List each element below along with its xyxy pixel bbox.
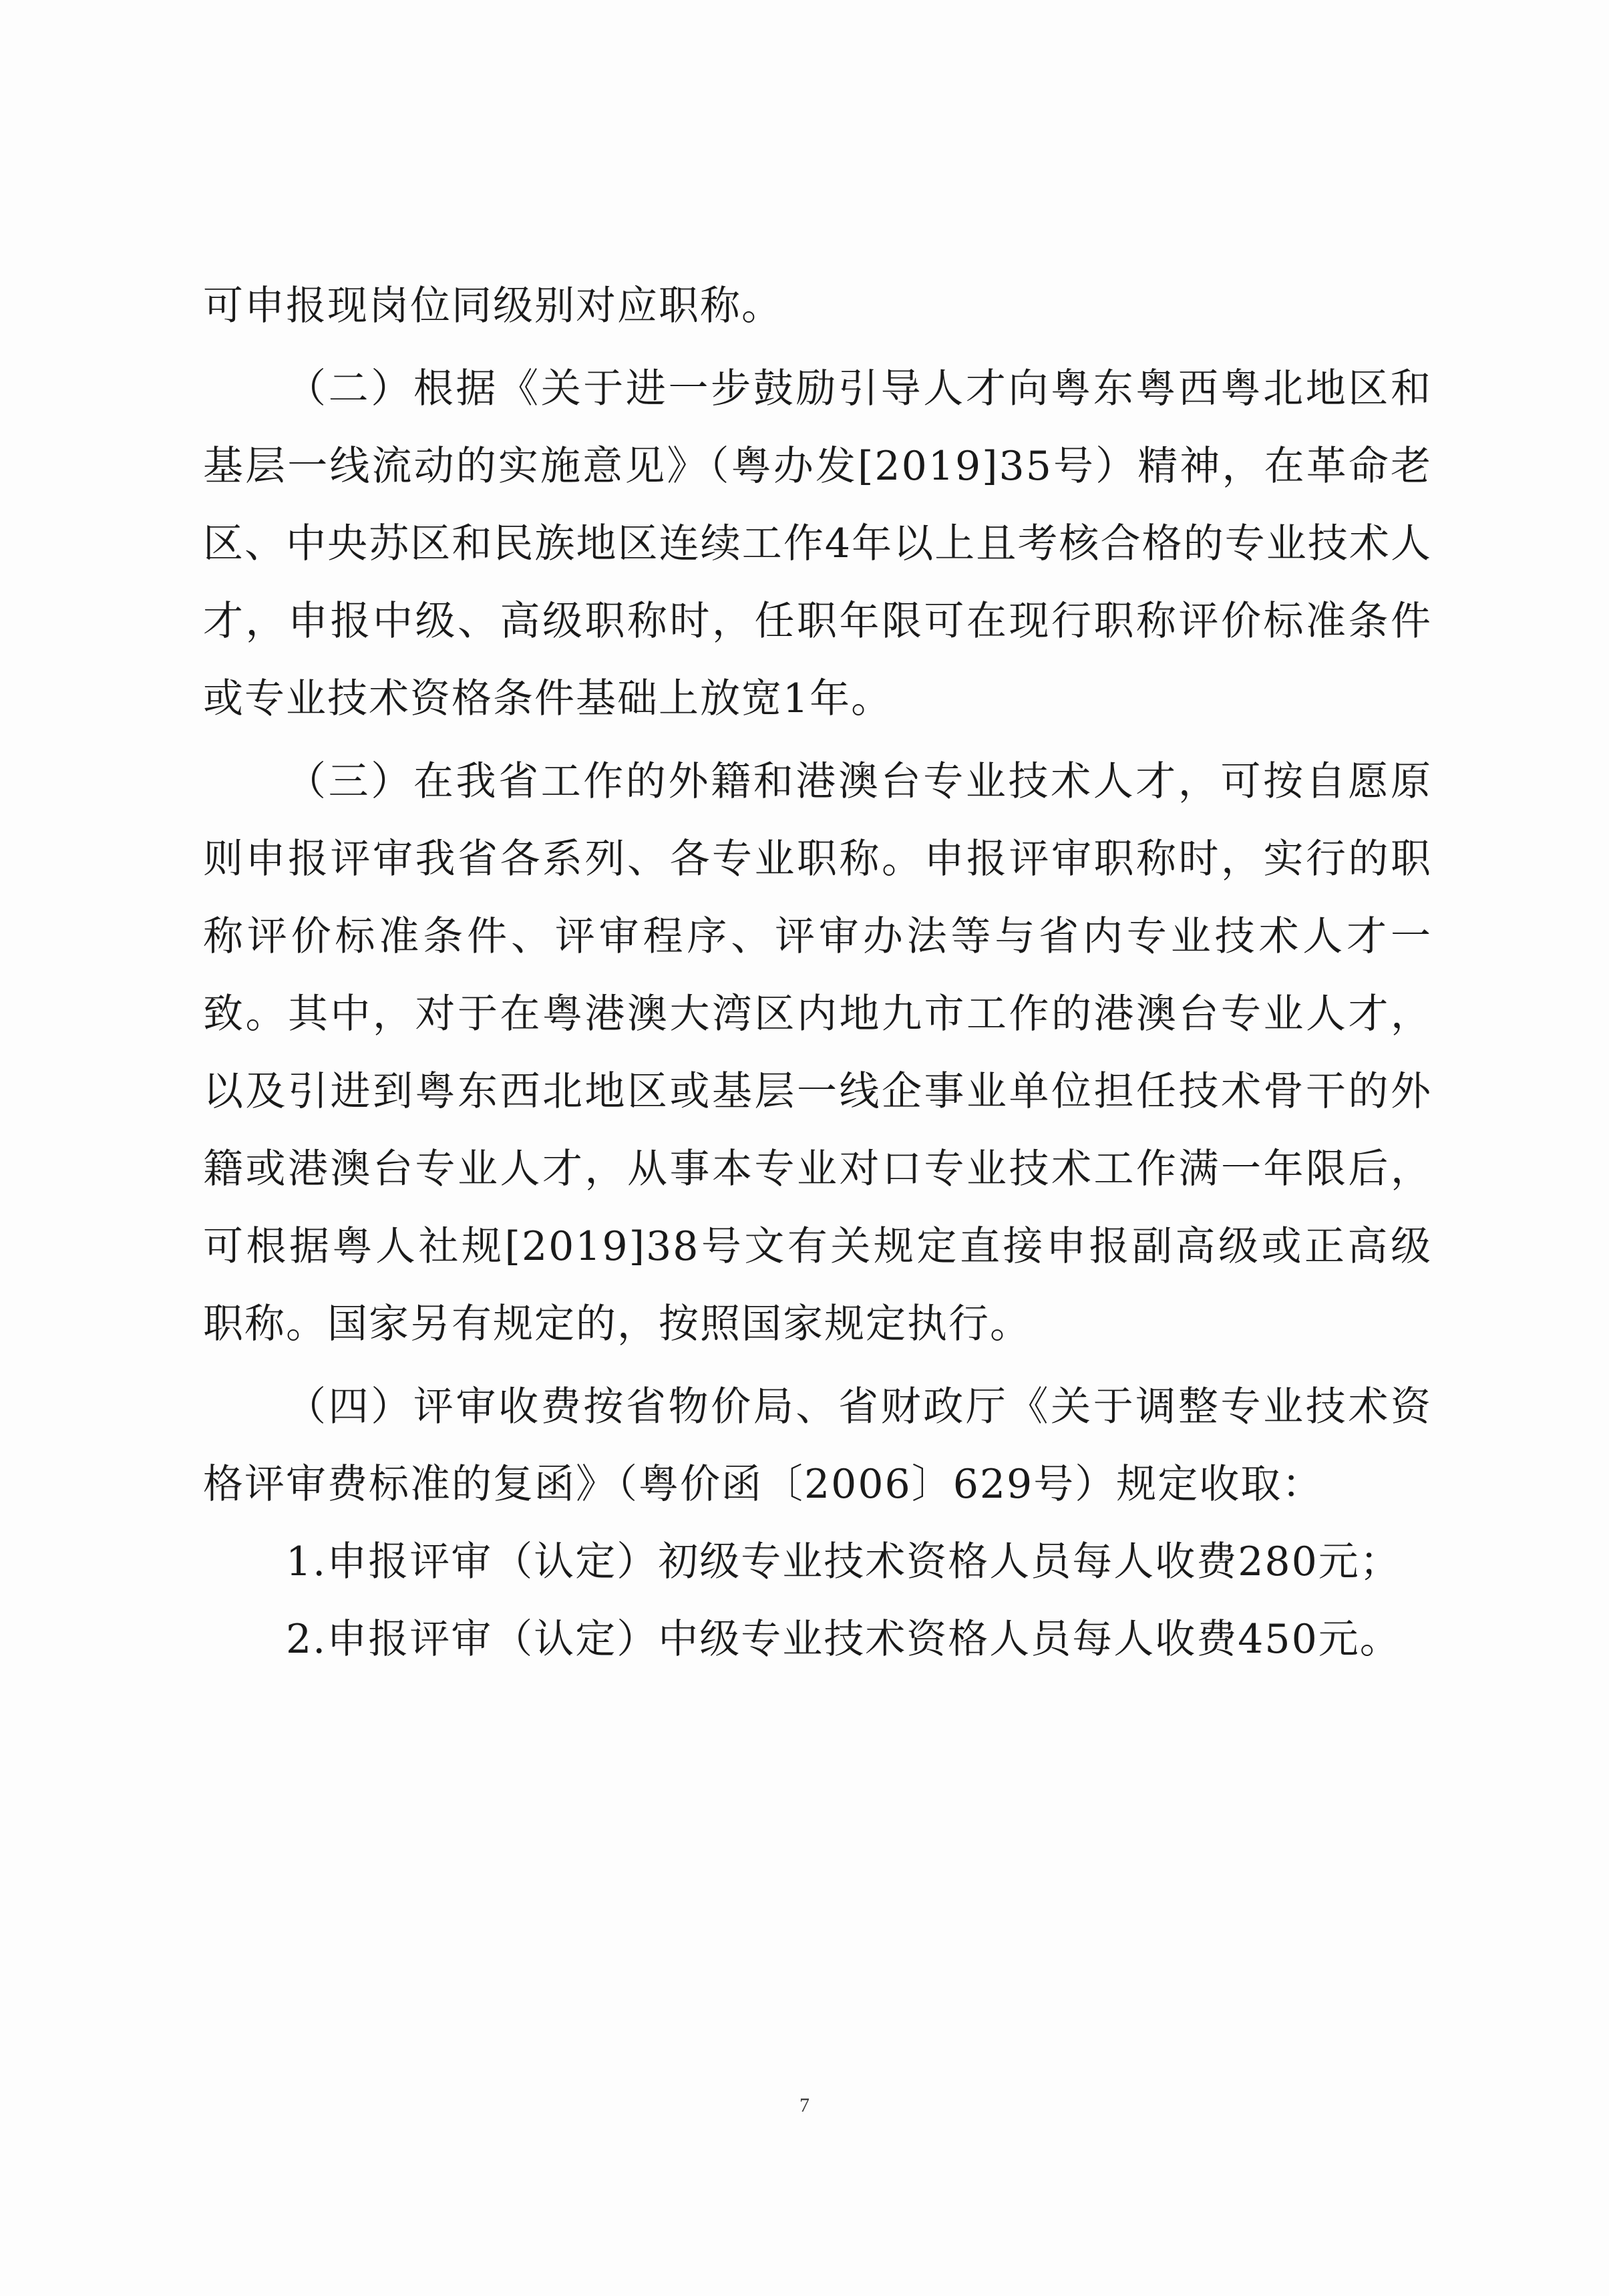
paragraph-item-4: （四）评审收费按省物价局、省财政厅《关于调整专业技术资格评审费标准的复函》（粤价函〔2006〕629号）规定收取： [203, 1383, 1432, 1508]
fee-item-1: 1.申报评审（认定）初级专业技术资格人员每人收费280元； [286, 1538, 1401, 1585]
fee-item-2: 2.申报评审（认定）中级专业技术资格人员每人收费450元。 [286, 1616, 1401, 1663]
paragraph-item-3: （三）在我省工作的外籍和港澳台专业技术人才，可按自愿原则申报评审我省各系列、各专业职称。申报评审职称时，实行的职称评价标准条件、评审程序、评审办法等与省内专业技术人才一致。其中，对于在粤港澳大湾区内地九市工作的港澳台专业人才，以及引进到粤东西北地区或基层一线企事业单位担任技术骨干的外籍或港澳台专业人才，从事本专业对口专业技术工作满一年限后，可根据粤人社规[2019]38号文有关规定直接申报副高级或正高级职称。国家另有规定的，按照国家规定执行。 [203, 758, 1432, 1347]
page-number: 7 [799, 2094, 810, 2116]
paragraph-item-2: （二）根据《关于进一步鼓励引导人才向粤东粤西粤北地区和基层一线流动的实施意见》（粤办发[2019]35号）精神，在革命老区、中央苏区和民族地区连续工作4年以上且考核合格的专业技术人才，申报中级、高级职称时，任职年限可在现行职称评价标准条件或专业技术资格条件基础上放宽1年。 [203, 365, 1432, 722]
paragraph-continuation: 可申报现岗位同级别对应职称。 [203, 283, 783, 329]
document-body [203, 267, 1432, 1678]
